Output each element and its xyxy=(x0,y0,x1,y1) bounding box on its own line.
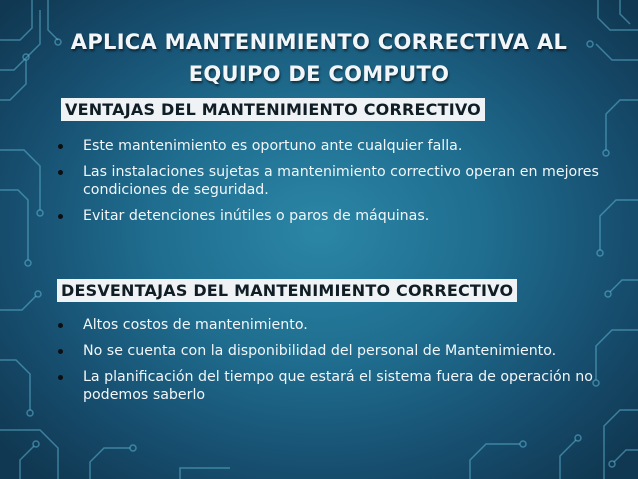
list-item xyxy=(58,137,608,155)
desventajas-heading: DESVENTAJAS DEL MANTENIMIENTO CORRECTIVO xyxy=(57,279,517,302)
bullet-icon xyxy=(58,214,63,219)
list-item xyxy=(58,207,608,225)
ventajas-list xyxy=(58,137,608,233)
desventaja-text-3: La planificación del tiempo que estará el sistema fuera de operación no podemos saberlo xyxy=(83,369,593,403)
bullet-icon xyxy=(58,349,63,354)
list-item xyxy=(58,316,608,334)
slide-title xyxy=(40,26,598,90)
ventajas-heading: VENTAJAS DEL MANTENIMIENTO CORRECTIVO xyxy=(61,98,485,121)
bullet-icon xyxy=(58,144,63,149)
bullet-icon xyxy=(58,323,63,328)
ventaja-text-1: Este mantenimiento es oportuno ante cualquier falla. xyxy=(83,138,463,154)
list-item xyxy=(58,342,608,360)
desventajas-list xyxy=(58,316,608,412)
desventaja-text-2: No se cuenta con la disponibilidad del personal de Mantenimiento. xyxy=(83,343,557,359)
list-item xyxy=(58,368,608,404)
list-item xyxy=(58,163,608,199)
ventaja-text-2: Las instalaciones sujetas a mantenimiento correctivo operan en mejores condiciones de seguridad. xyxy=(83,164,599,198)
ventaja-text-3: Evitar detenciones inútiles o paros de máquinas. xyxy=(83,208,430,224)
slide-title-line-1: APLICA MANTENIMIENTO CORRECTIVA AL xyxy=(70,30,568,54)
bullet-icon xyxy=(58,375,63,380)
slide-title-line-2: EQUIPO DE COMPUTO xyxy=(188,62,450,86)
bullet-icon xyxy=(58,170,63,175)
desventaja-text-1: Altos costos de mantenimiento. xyxy=(83,317,308,333)
